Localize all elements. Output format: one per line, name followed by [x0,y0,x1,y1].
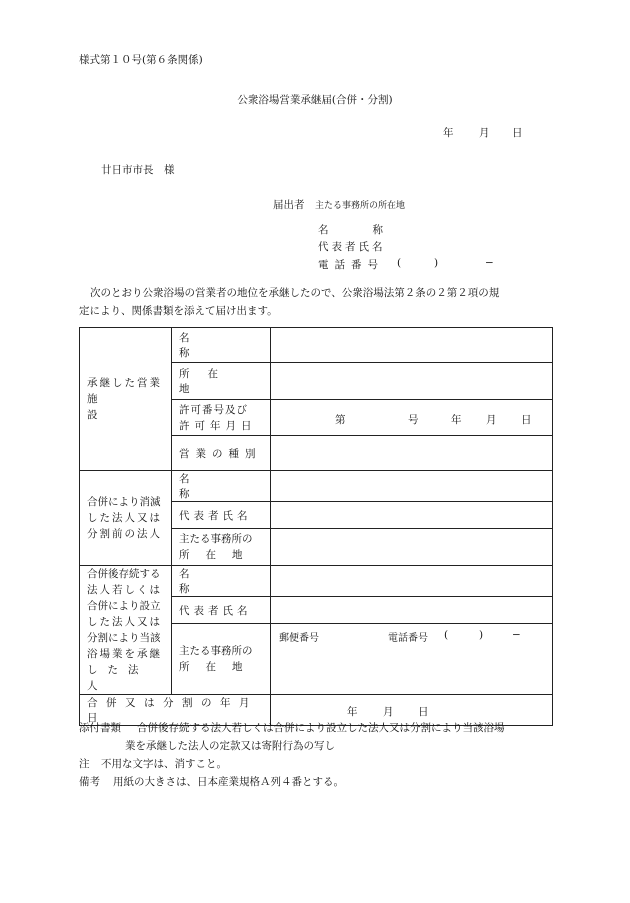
applicant-address-label: 主たる事務所の所在地 [315,201,406,211]
g2-name-field[interactable] [271,471,553,502]
g2-rep-label [172,502,271,529]
g1-permit-label [172,400,271,436]
intro-line-2: 定により、関係書類を添えて届け出ます。 [79,305,278,317]
g1-location-text: 所在地 [179,368,236,395]
g3-phone-close: ) [479,629,484,642]
g2-name-text: 名称 [179,473,244,500]
merger-day: 日 [418,706,429,718]
g3-name-field[interactable] [271,566,553,597]
group2-label-line1: 合併により消滅 [87,496,161,508]
g3-name-text: 名称 [179,568,244,596]
g1-permit-line1: 許可番号及び [179,403,248,416]
merger-year: 年 [347,706,358,718]
g2-office-field[interactable] [271,529,553,566]
g3-rep-field[interactable] [271,597,553,624]
g3-office-line2: 所在地 [179,661,259,674]
applicant-name-label [318,222,427,237]
g1-permit-dai: 第 [335,414,346,426]
group3-label-line7: した法人 [87,664,149,692]
group3-label-line5: 分割により当該 [87,632,161,644]
group3-label-line1: 合併後存続する [87,568,161,580]
g3-phone-label: 電話番号 [388,633,428,645]
remark-text: 用紙の大きさは、日本産業規格Ａ列４番とする。 [113,776,344,788]
g2-office-line2: 所在地 [179,549,259,561]
g1-name-text: 名称 [179,332,244,359]
remark-label: 備考 [79,776,100,788]
group1-label-line2 [87,391,164,423]
applicant-label: 届出者 [273,199,305,211]
applicant-rep-label: 代表者氏名 [318,241,386,253]
g1-permit-field[interactable] [271,400,553,436]
intro-line-1: 次のとおり公衆浴場の営業者の地位を承継したので、公衆浴場法第２条の２第２項の規 [90,287,500,299]
g2-rep-text: 代表者氏名 [179,509,252,522]
g1-location-field[interactable] [271,363,553,400]
group3-label-line4: した法人又は [87,616,162,628]
g3-postal-label: 郵便番号 [279,633,319,645]
g1-name-label [172,328,271,363]
g2-name-label [172,471,271,502]
form-table [79,327,553,726]
merger-month: 月 [383,706,394,718]
addressee: 廿日市市長 様 [101,164,175,176]
group1-label-line1: 承継した営業 [87,377,162,389]
form-number: 様式第１０号(第６条関係) [79,54,203,66]
attach-line-1: 合併後存続する法人若しくは合併により設立した法人又は分割により当該浴場 [137,722,505,734]
group2-label-line3: 分割前の法人 [87,528,162,540]
group1-label [80,328,172,471]
group3-label-line2: 法人若しくは [87,584,162,596]
table-row [80,471,553,502]
g3-phone-open: ( [444,629,449,642]
g1-type-label [172,436,271,471]
applicant-phone-label: 電話番号 [318,259,384,271]
g1-permit-day: 日 [521,414,532,426]
applicant-phone-close: ) [434,257,439,269]
group2-label [80,471,172,566]
g3-office-line1: 主たる事務所の [179,645,253,658]
g3-office-field[interactable] [271,624,553,695]
note-text: 不用な文字は、消すこと。 [101,758,227,770]
attach-label: 添付書類 [79,722,121,734]
table-row [80,328,553,363]
g1-type-text: 営業の種別 [179,447,262,460]
group3-label-line6: 浴場業を承継 [87,648,162,660]
g1-permit-gou: 号 [408,414,419,426]
g3-office-label [172,624,271,695]
g2-office-label [172,529,271,566]
g1-permit-month: 月 [486,414,497,426]
group1-label-line2-text: 施設 [87,393,140,421]
g1-type-field[interactable] [271,436,553,471]
applicant-phone-dash: − [485,257,494,269]
merger-date-text: 合併又は分割の年月日 [87,697,258,724]
date-month: 月 [479,127,490,139]
date-day: 日 [512,127,523,139]
g1-location-label [172,363,271,400]
table-row [80,566,553,597]
group2-label-line2: した法人又は [87,512,162,524]
group3-label-line3: 合併により設立 [87,600,161,612]
g2-rep-field[interactable] [271,502,553,529]
g1-name-field[interactable] [271,328,553,363]
g3-phone-dash: − [512,629,521,642]
g2-office-line1: 主たる事務所の [179,533,253,545]
applicant-phone-open: ( [397,257,402,269]
g3-name-label [172,566,271,597]
page-title [0,92,630,107]
date-year: 年 [443,127,454,139]
note-label: 注 [79,758,90,770]
group3-label [80,566,172,695]
g1-permit-year: 年 [451,414,462,426]
g3-rep-text: 代表者氏名 [179,604,252,617]
g3-rep-label [172,597,271,624]
page-title-text: 公衆浴場営業承継届(合併・分割) [237,94,393,106]
g1-permit-line2: 許可年月日 [179,419,257,432]
attach-line-2: 業を承継した法人の定款又は寄附行為の写し [125,740,335,752]
applicant-name-text: 名称 [318,224,427,236]
